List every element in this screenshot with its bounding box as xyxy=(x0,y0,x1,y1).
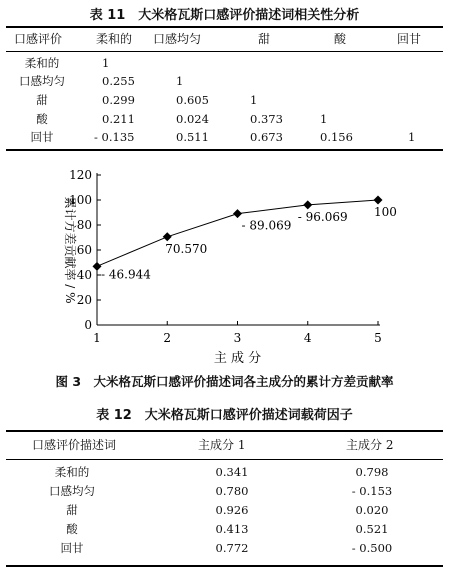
table12-header-cell: 主成分 1 xyxy=(198,438,246,452)
table11-cell: 0.373 xyxy=(250,112,283,126)
data-point-marker xyxy=(233,209,242,218)
table11-cell: 1 xyxy=(408,130,416,144)
data-point-label: 70.570 xyxy=(165,241,208,256)
table11-row-label: 口感均匀 xyxy=(19,74,65,88)
table12-row-label: 柔和的 xyxy=(54,465,90,479)
table12-caption: 表 12 大米格瓦斯口感评价描述词载荷因子 xyxy=(96,408,353,423)
table11-cell: 1 xyxy=(176,74,184,88)
table11-header-cell: 口感评价 xyxy=(14,32,63,46)
y-tick-label: 20 xyxy=(76,293,92,307)
x-axis-label: 主 成 分 xyxy=(213,351,262,365)
table11-cell: 0.156 xyxy=(320,130,353,144)
data-point-label: - 46.944 xyxy=(101,267,151,282)
data-point-label: - 96.069 xyxy=(297,209,348,224)
table12-cell: - 0.500 xyxy=(351,541,393,555)
table11-top-rule xyxy=(6,26,443,28)
table11-cell: 0.511 xyxy=(176,130,209,144)
table12-header-cell: 口感评价描述词 xyxy=(32,438,117,452)
table12-cell: 0.798 xyxy=(355,465,389,479)
table11-bottom-rule xyxy=(6,149,443,151)
table12-row-label: 口感均匀 xyxy=(49,484,95,498)
table11-cell: 1 xyxy=(320,112,328,126)
table12-header-cell: 主成分 2 xyxy=(346,438,394,452)
table11-cell: 0.255 xyxy=(102,74,135,88)
table11-row-label: 回甘 xyxy=(30,130,54,144)
table11-header-cell: 柔和的 xyxy=(96,32,133,46)
y-tick-label: 40 xyxy=(76,268,92,282)
data-point-marker xyxy=(303,200,312,209)
table11-caption: 表 11 大米格瓦斯口感评价描述词相关性分析 xyxy=(89,8,360,23)
table12-cell: 0.772 xyxy=(215,541,249,555)
x-tick-label: 5 xyxy=(374,331,382,345)
table12-top-rule xyxy=(6,430,443,432)
table11-cell: 1 xyxy=(102,56,110,70)
table11-cell: 0.299 xyxy=(102,93,135,107)
y-tick-label: 80 xyxy=(76,218,92,232)
table12-cell: 0.926 xyxy=(215,503,249,517)
table11-cell: 0.673 xyxy=(250,130,283,144)
x-tick-label: 2 xyxy=(163,331,172,345)
table12-bottom-rule xyxy=(6,565,443,567)
data-point-label: 100 xyxy=(374,205,397,219)
table11-cell: - 0.135 xyxy=(94,130,135,144)
table12-cell: 0.521 xyxy=(355,522,389,536)
y-axis-label: 累计方差贡献率 / % xyxy=(63,196,77,304)
table12-cell: 0.413 xyxy=(215,522,249,536)
table11-row-label: 柔和的 xyxy=(24,56,60,70)
table11-cell: 1 xyxy=(250,93,258,107)
table11-header-cell: 回甘 xyxy=(397,32,422,46)
table12-mid-rule xyxy=(6,459,443,460)
figure3-caption: 图 3 大米格瓦斯口感评价描述词各主成分的累计方差贡献率 xyxy=(55,374,394,389)
x-tick-label: 1 xyxy=(93,331,101,345)
data-point-label: - 89.069 xyxy=(241,218,292,233)
data-point-marker xyxy=(374,196,383,205)
table11-cell: 0.024 xyxy=(176,112,209,126)
x-tick-label: 4 xyxy=(303,331,312,345)
y-tick-label: 60 xyxy=(76,243,92,257)
table11-header-cell: 酸 xyxy=(334,32,347,46)
table12-cell: 0.341 xyxy=(215,465,249,479)
y-tick-label: 120 xyxy=(69,168,92,182)
table11-row-label: 甜 xyxy=(36,93,48,107)
table12-cell: 0.020 xyxy=(355,503,389,517)
x-tick-label: 3 xyxy=(233,331,242,345)
table11-header-cell: 口感均匀 xyxy=(153,32,202,46)
table12-row-label: 回甘 xyxy=(60,541,84,555)
y-tick-label: 100 xyxy=(69,193,92,207)
data-point-marker xyxy=(163,232,172,241)
table11-header-cell: 甜 xyxy=(258,32,271,46)
table12-cell: 0.780 xyxy=(215,484,249,498)
table11-cell: 0.211 xyxy=(102,112,135,126)
table12-cell: - 0.153 xyxy=(351,484,393,498)
table12-row-label: 甜 xyxy=(66,503,78,517)
table11-cell: 0.605 xyxy=(176,93,209,107)
y-tick-label: 0 xyxy=(84,318,92,332)
cumulative-variance-chart xyxy=(0,165,449,365)
table12-row-label: 酸 xyxy=(66,522,78,536)
table11-row-label: 酸 xyxy=(36,112,48,126)
table11-mid-rule xyxy=(6,51,443,52)
